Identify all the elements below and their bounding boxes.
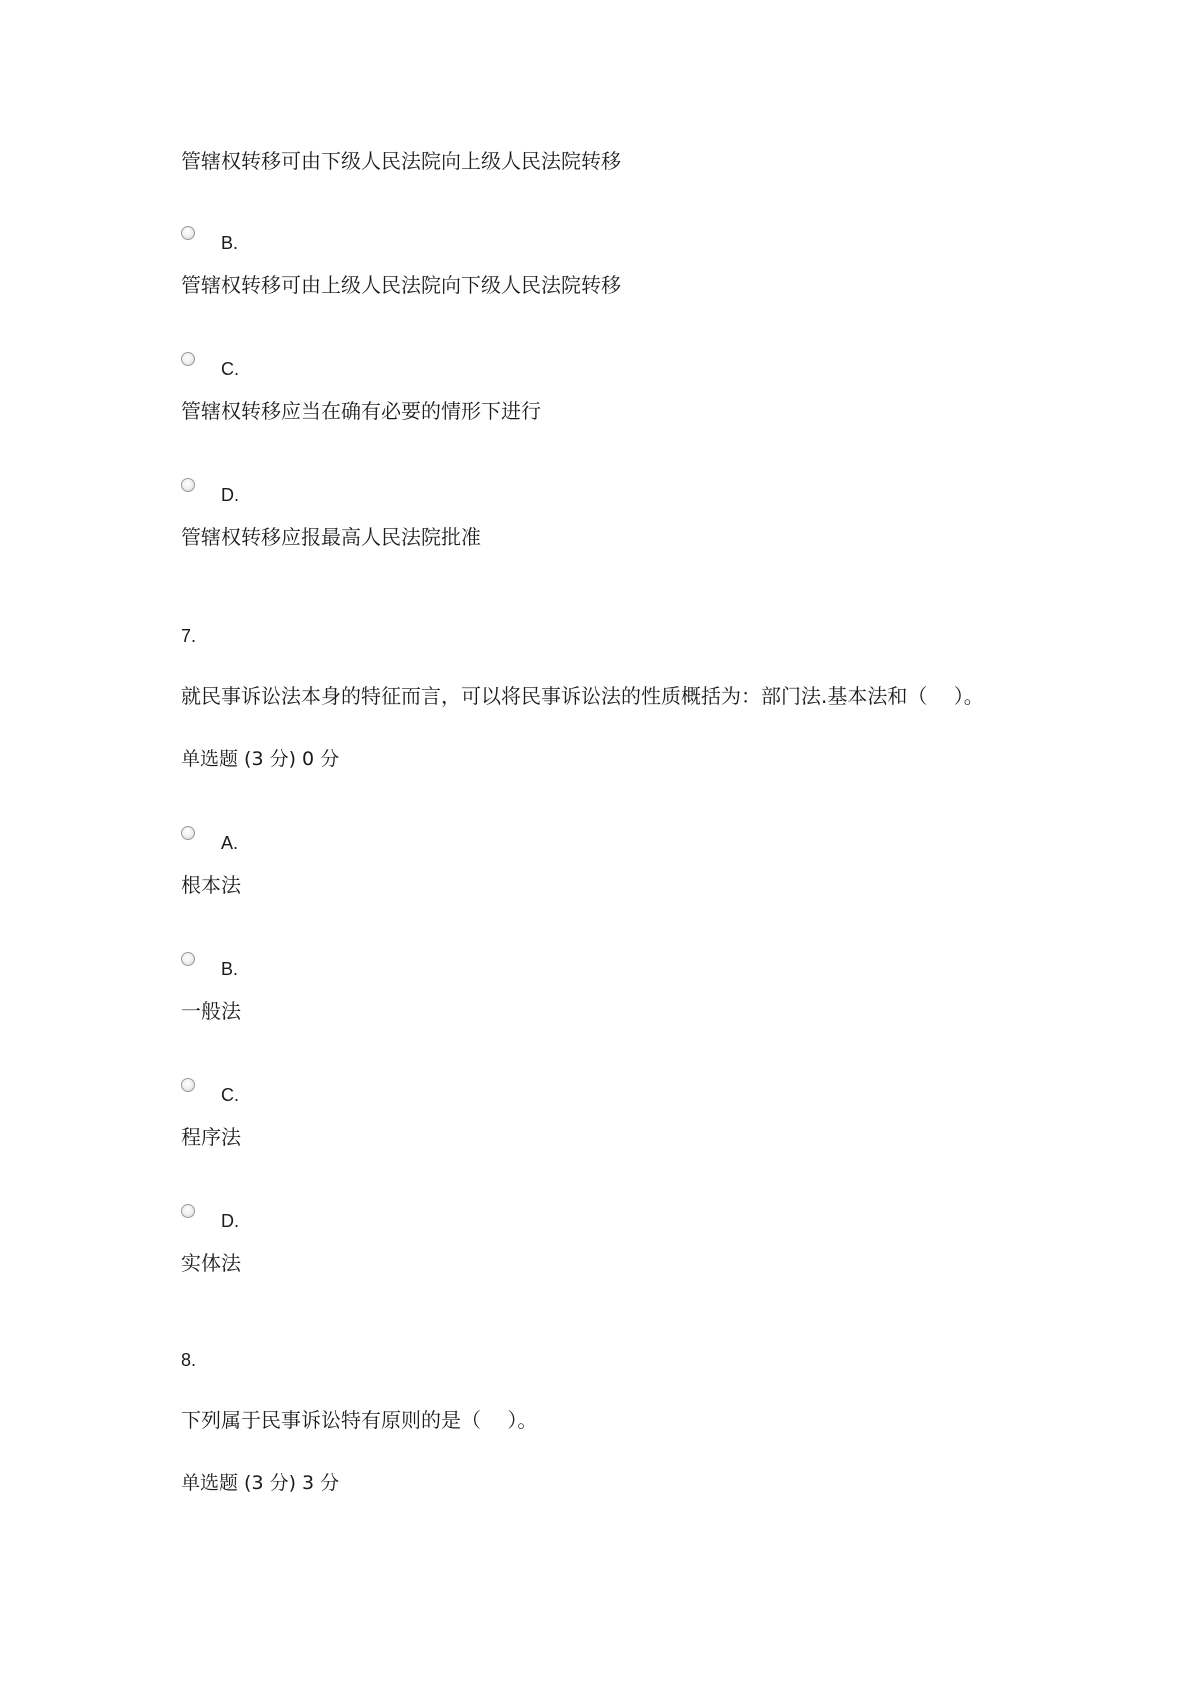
option-letter: C.	[221, 359, 239, 379]
q6-option-d[interactable]	[181, 478, 261, 508]
question-stem: 就民事诉讼法本身的特征而言，可以将民事诉讼法的性质概括为：部门法.基本法和（ ）。	[181, 684, 984, 708]
question-number: 8.	[181, 1350, 197, 1370]
radio-button[interactable]	[181, 826, 195, 840]
option-letter: D.	[221, 1211, 239, 1231]
q6-option-c-text: 管辖权转移应当在确有必要的情形下进行	[181, 399, 541, 423]
option-letter: A.	[221, 833, 239, 853]
question-number: 7.	[181, 626, 197, 646]
q6-option-b[interactable]	[181, 226, 261, 256]
radio-button[interactable]	[181, 952, 195, 966]
radio-button[interactable]	[181, 478, 195, 492]
q7-option-a[interactable]	[181, 826, 261, 856]
q7-option-b-text: 一般法	[181, 999, 241, 1023]
q7-option-c-text: 程序法	[181, 1125, 241, 1149]
question-stem: 下列属于民事诉讼特有原则的是（ ）。	[181, 1408, 538, 1432]
q7-option-d[interactable]	[181, 1204, 261, 1234]
radio-button[interactable]	[181, 352, 195, 366]
q6-option-b-text: 管辖权转移可由上级人民法院向下级人民法院转移	[181, 273, 621, 297]
option-letter: D.	[221, 485, 239, 505]
radio-button[interactable]	[181, 1078, 195, 1092]
q7-option-c[interactable]	[181, 1078, 261, 1108]
q6-option-d-text: 管辖权转移应报最高人民法院批准	[181, 525, 481, 549]
option-letter: C.	[221, 1085, 239, 1105]
radio-button[interactable]	[181, 1204, 195, 1218]
radio-button[interactable]	[181, 226, 195, 240]
q7-option-d-text: 实体法	[181, 1251, 241, 1275]
option-letter: B.	[221, 233, 239, 253]
question-meta: 单选题 (3 分) 3 分	[181, 1472, 340, 1494]
q7-option-b[interactable]	[181, 952, 261, 982]
option-letter: B.	[221, 959, 239, 979]
q6-option-a-text: 管辖权转移可由下级人民法院向上级人民法院转移	[181, 149, 621, 173]
question-meta: 单选题 (3 分) 0 分	[181, 748, 340, 770]
q6-option-c[interactable]	[181, 352, 261, 382]
q7-option-a-text: 根本法	[181, 873, 241, 897]
